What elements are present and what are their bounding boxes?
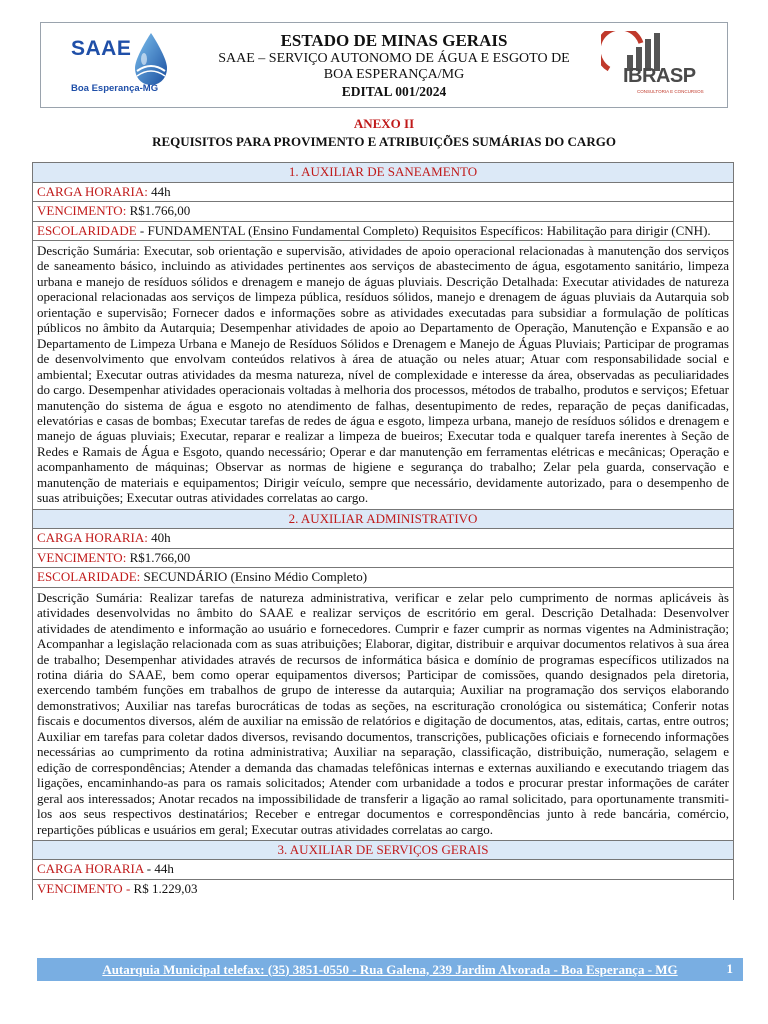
agency-name-line2: BOA ESPERANÇA/MG — [323, 67, 465, 83]
water-drop-icon — [131, 31, 171, 87]
salary-label: VENCIMENTO - — [37, 880, 131, 896]
description-row-1: Descrição Sumária: Executar, sob orientação e supervisão, atividades de apoio operacional relacionadas à manutenção dos serviços de saneamento básico, incluindo as atividades pertinentes aos serviços de abastecimento de água, esgotamento sanitário, limpeza urbana e manejo de resíduos sólidos e drenagem e manejo de águas pluviais. Descrição Detalhada: Executar atividades de natureza operacional relacionadas aos serviços de limpeza pública, resíduos sólidos, manejo e drenagem de águas pluviais da Autarquia sob orientação e supervisão; Fornecer dados e informações sobre as atividades executadas para subsidiar a formulação de políticas públicos no âmbito da Autarquia; Desempenhar atividades de apoio ao Departamento de Operação, Manutenção e Expansão e ao Departamento de Limpeza Urbana e Manejo de Resíduos Sólidos e Drenagem e Manejo de Águas Pluviais; Participar de programas de desenvolvimento que envolvam conteúdos relativos à área de atuação ou neles atuar; Atuar com responsabilidade social e ambiental; Executar outras atividades da mesma natureza, nível de complexidade e interesse da área, observadas as peculiaridades do cargo. Desempenhar atividades operacionais voltadas à melhoria dos processos, métodos de trabalho, produtos e serviços; Efetuar manutenção do sistema de água e esgoto no atendimento de falhas, desentupimento de redes, reparação de peças danificadas, elevatórias e casas de bombas; Executar tarefas de redes de água e esgoto, limpeza urbana, manejo de resíduos sólidos e drenagem e manejo de águas pluviais; Executar, reparar e realizar a limpeza de bueiros; Executar toda e qualquer tarefa inerentes à Seção de Redes e Ramais de Água e Esgoto, quando necessário; Operar e dar manutenção em ferramentas elétricas e mecânicas; Operação e acompanhamento de máquinas; Observar as normas de higiene e segurança do trabalho; Zelar pela guarda, conservação e manutenção de materiais e equipamentos; Dirigir veículo, sempre que necessário, devidamente autorizado, para o desempenho de suas atribuições; Executar outras atividades correlatas ao cargo. — [33, 241, 733, 510]
workload-value: - 44h — [143, 861, 174, 877]
ibrasp-logo-text: IBRASP — [623, 65, 696, 87]
education-row-1 — [33, 222, 733, 242]
header-titles — [191, 31, 597, 100]
workload-label: CARGA HORARIA — [37, 861, 144, 877]
saae-logo — [41, 23, 191, 107]
salary-value: R$1.766,00 — [126, 203, 191, 218]
section-heading-3: 3. AUXILIAR DE SERVIÇOS GERAIS — [33, 841, 733, 861]
education-value: SECUNDÁRIO (Ensino Médio Completo) — [140, 569, 368, 585]
workload-row-3 — [33, 860, 733, 880]
state-title: ESTADO DE MINAS GERAIS — [280, 30, 508, 50]
education-value: - FUNDAMENTAL (Ensino Fundamental Completo) Requisitos Específicos: Habilitação para dirigir (CNH). — [136, 222, 711, 238]
saae-logo-subtitle: Boa Esperança-MG — [71, 83, 159, 94]
section-heading-1: 1. AUXILIAR DE SANEAMENTO — [33, 163, 733, 183]
saae-logo-text: SAAE — [71, 37, 132, 60]
education-label: ESCOLARIDADE: — [37, 569, 141, 585]
salary-label: VENCIMENTO: — [37, 203, 127, 218]
salary-value: R$1.766,00 — [126, 549, 191, 565]
annex-title: ANEXO II — [353, 116, 415, 131]
salary-row-2 — [33, 549, 733, 569]
positions-table — [32, 162, 734, 900]
salary-label: VENCIMENTO: — [37, 549, 127, 565]
annex-heading — [0, 116, 768, 151]
edital-number: EDITAL 001/2024 — [341, 83, 447, 99]
salary-row-1 — [33, 202, 733, 222]
salary-row-3 — [33, 880, 733, 900]
workload-label: CARGA HORARIA: — [37, 530, 148, 546]
education-label: ESCOLARIDADE — [37, 222, 137, 238]
education-row-2 — [33, 568, 733, 588]
page-footer — [37, 958, 743, 981]
salary-value: R$ 1.229,03 — [130, 880, 198, 896]
workload-label: CARGA HORARIA: — [37, 183, 148, 199]
workload-value: 44h — [147, 183, 171, 199]
ibrasp-logo-subtitle: CONSULTORIA E CONCURSOS — [637, 89, 704, 94]
agency-name-line1: SAAE – SERVIÇO AUTONOMO DE ÁGUA E ESGOTO DE — [218, 50, 570, 66]
page-number: 1 — [726, 961, 733, 976]
ibrasp-logo — [597, 23, 727, 107]
description-row-2: Descrição Sumária: Realizar tarefas de natureza administrativa, verificar e zelar pelo cumprimento de normas aplicáveis às atividades desenvolvidas no âmbito do SAAE e realizar serviços de escritório em geral. Descrição Detalhada: Desenvolver atividades de atendimento e informação ao usuário e fornecedores. Cumprir e fazer cumprir as normas vigentes na Administração; Acompanhar a legislação relacionada com as suas atribuições; Elaborar, digitar, distribuir e arquivar documentos relativos à sua área de trabalho; Desempenhar atividades através de recursos de informática básica e domínio de programas específicos utilizados na rotina diária do SAAE, bem como operar equipamentos diversos; Participar de comissões, quando designados pela diretoria, exercendo também funções em trabalhos de grupo de interesse da autarquia; Auxiliar na programação dos serviços elaborando demonstrativos; Auxiliar nas tarefas burocráticas de todas as seções, na escrituração cronológica ou sistemática; Conferir notas fiscais e documentos diversos, além de auxiliar na emissão de relatórios e digitação de documentos, atas, editais, cartas, entre outros; Auxiliar em tarefas para coletar dados diversos, revisando documentos, transcrições, publicações oficiais e fornecendo informações necessárias ao cumprimento da rotina administrativa; Auxiliar na separação, classificação, distribuição, numeração, selagem e edição de correspondências; Atender a demanda das chamadas telefônicas internas e externas auxiliando e executando triagem das ligações, encaminhando-as para os ramais solicitados; Atender com urbanidade a todos e procurar prestar informações de caráter geral aos interessados; Anotar recados na impossibilidade de transferir a ligação ao ramal solicitado, para oportunamente transmiti-los aos seus respectivos destinatários; Receber e entregar documentos e correspondências junto à rede bancária, comércio, repartições públicas e usuários em geral; Executar outras atividades correlatas ao cargo. — [33, 588, 733, 841]
workload-row-2 — [33, 529, 733, 549]
document-header — [40, 22, 728, 108]
section-heading-2: 2. AUXILIAR ADMINISTRATIVO — [33, 510, 733, 530]
annex-subtitle: REQUISITOS PARA PROVIMENTO E ATRIBUIÇÕES SUMÁRIAS DO CARGO — [152, 134, 616, 150]
footer-address: Autarquia Municipal telefax: (35) 3851-0550 - Rua Galena, 239 Jardim Alvorada - Boa Esperança - MG — [102, 961, 678, 977]
workload-value: 40h — [147, 530, 171, 546]
workload-row-1 — [33, 183, 733, 203]
